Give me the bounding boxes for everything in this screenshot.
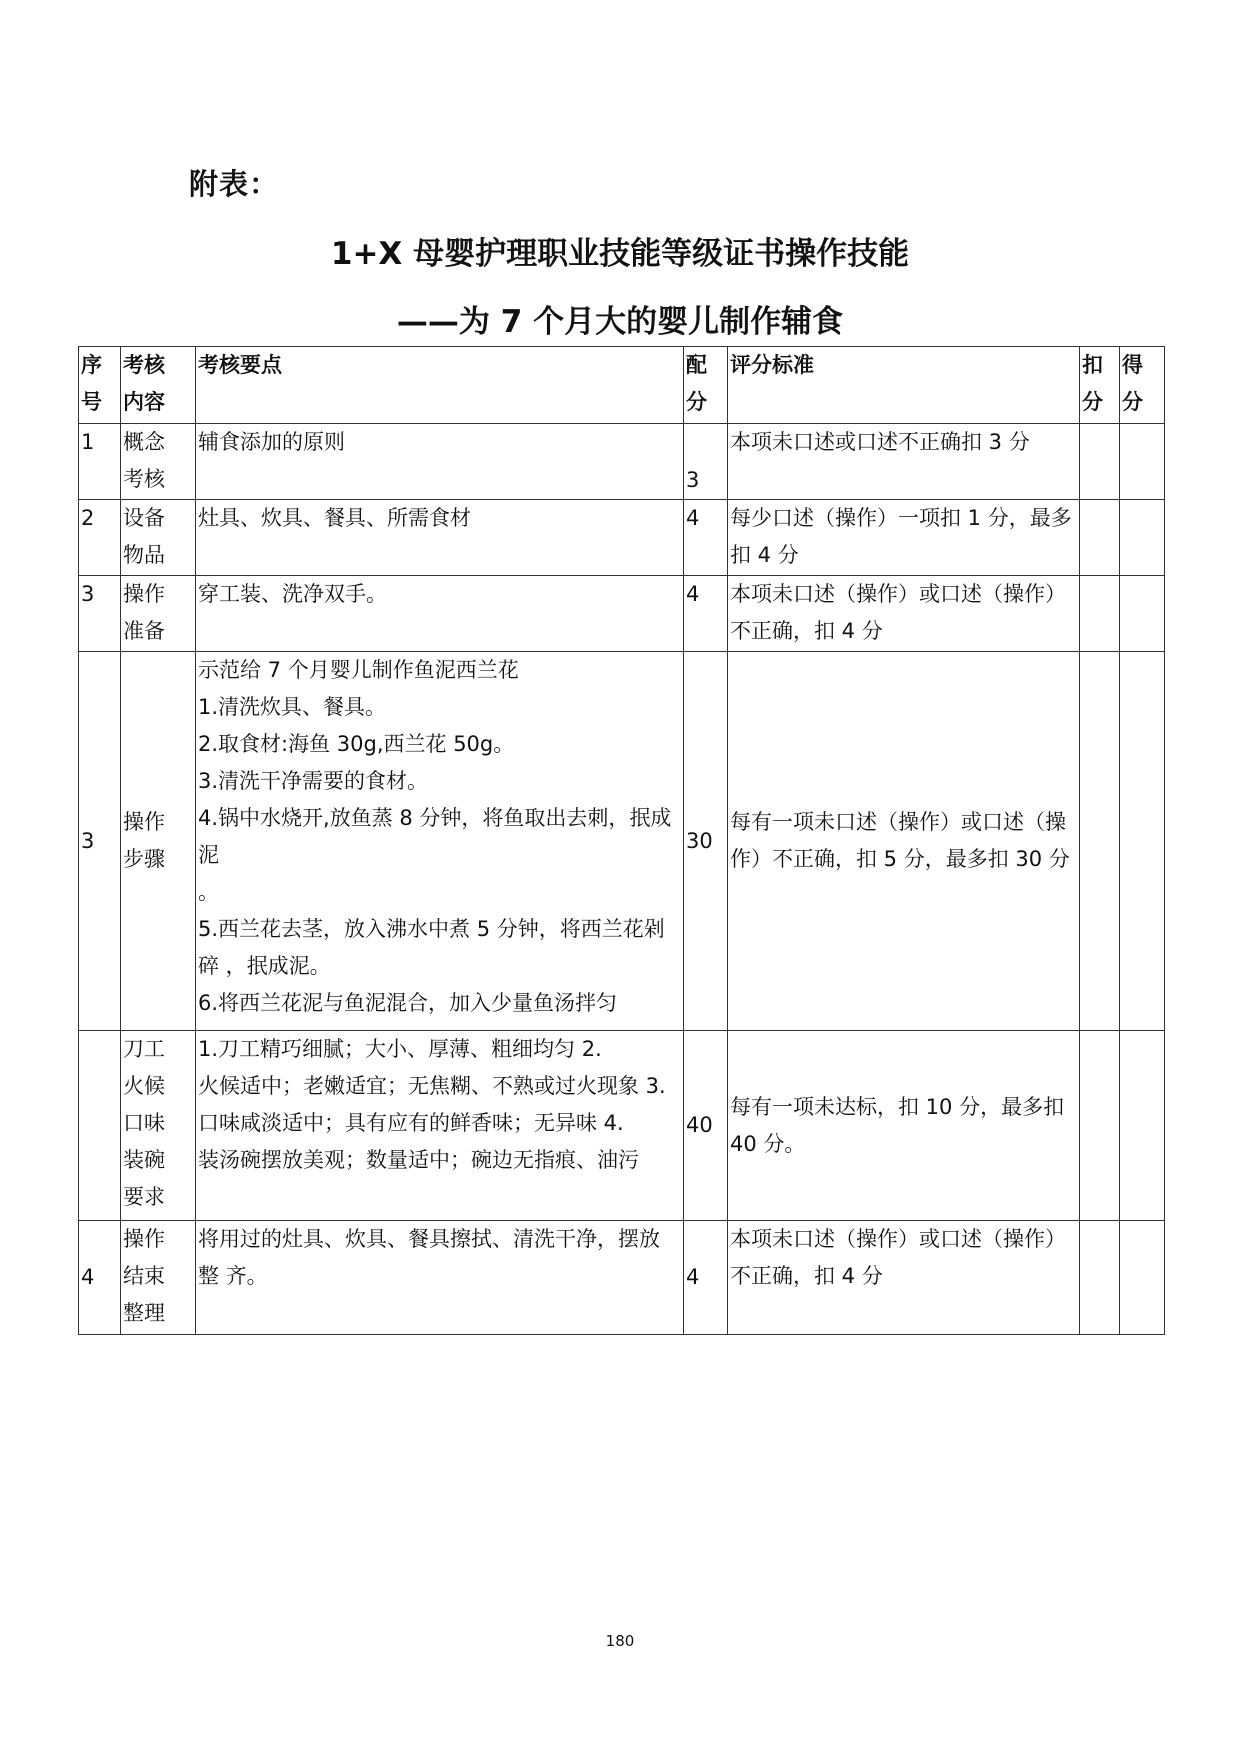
row-deduct <box>1080 1221 1120 1335</box>
row-score: 4 <box>684 500 728 576</box>
row-get <box>1120 1031 1165 1221</box>
document-subtitle: ——为 7 个月大的婴儿制作辅食 <box>396 304 844 340</box>
row-points: 辅食添加的原则 <box>196 424 684 500</box>
table-row <box>79 1031 1165 1221</box>
row-seq: 4 <box>79 1221 121 1335</box>
row-criteria: 本项未口述（操作）或口述（操作） 不正确，扣 4 分 <box>728 576 1080 652</box>
header-score: 配 分 <box>684 347 728 424</box>
row-score: 40 <box>684 1031 728 1221</box>
row-score: 4 <box>684 576 728 652</box>
row-deduct <box>1080 1031 1120 1221</box>
assessment-table <box>78 346 1165 1335</box>
row-points: 1.刀工精巧细腻；大小、厚薄、粗细均匀 2. 火候适中；老嫩适宜；无焦糊、不熟或过火现象 3. 口味咸淡适中；具有应有的鲜香味；无异味 4. 装汤碗摆放美观；数量适中；碗边无指痕、油污 <box>196 1031 684 1221</box>
row-deduct <box>1080 424 1120 500</box>
row-criteria: 本项未口述或口述不正确扣 3 分 <box>728 424 1080 500</box>
row-content: 操作 步骤 <box>121 652 196 1031</box>
row-seq: 3 <box>79 576 121 652</box>
row-content: 操作 准备 <box>121 576 196 652</box>
row-criteria: 每少口述（操作）一项扣 1 分，最多 扣 4 分 <box>728 500 1080 576</box>
row-get <box>1120 424 1165 500</box>
row-criteria: 每有一项未口述（操作）或口述（操 作）不正确，扣 5 分，最多扣 30 分 <box>728 652 1080 1031</box>
row-criteria: 本项未口述（操作）或口述（操作） 不正确，扣 4 分 <box>728 1221 1080 1335</box>
row-seq <box>79 1031 121 1221</box>
header-deduct: 扣 分 <box>1080 347 1120 424</box>
row-content: 概念 考核 <box>121 424 196 500</box>
row-content: 设备 物品 <box>121 500 196 576</box>
row-get <box>1120 500 1165 576</box>
row-seq: 1 <box>79 424 121 500</box>
row-deduct <box>1080 576 1120 652</box>
table-row <box>79 424 1165 500</box>
page-number: 180 <box>605 1632 635 1650</box>
row-points: 穿工装、洗净双手。 <box>196 576 684 652</box>
row-points: 灶具、炊具、餐具、所需食材 <box>196 500 684 576</box>
row-points: 将用过的灶具、炊具、餐具擦拭、清洗干净，摆放 整 齐。 <box>196 1221 684 1335</box>
row-points: 示范给 7 个月婴儿制作鱼泥西兰花 1.清洗炊具、餐具。 2.取食材:海鱼 30g,西兰花 50g。 3.清洗干净需要的食材。 4.锅中水烧开,放鱼蒸 8 分钟，将鱼取出去刺，抿成 泥 。 5.西兰花去茎，放入沸水中煮 5 分钟，将西兰花剁 碎 ，抿成泥。 6.将西兰花泥与鱼泥混合，加入少量鱼汤拌匀 <box>196 652 684 1031</box>
row-get <box>1120 1221 1165 1335</box>
row-score: 3 <box>684 424 728 500</box>
table-row <box>79 500 1165 576</box>
row-content: 操作 结束 整理 <box>121 1221 196 1335</box>
table-row <box>79 1221 1165 1335</box>
header-seq: 序 号 <box>79 347 121 424</box>
row-get <box>1120 652 1165 1031</box>
row-score: 4 <box>684 1221 728 1335</box>
row-content: 刀工 火候 口味 装碗 要求 <box>121 1031 196 1221</box>
row-deduct <box>1080 652 1120 1031</box>
header-criteria: 评分标准 <box>728 347 1080 424</box>
row-deduct <box>1080 500 1120 576</box>
appendix-label: 附表： <box>189 167 280 201</box>
table-row <box>79 652 1165 1031</box>
document-title: 1+X 母婴护理职业技能等级证书操作技能 <box>330 236 910 272</box>
header-content: 考核 内容 <box>121 347 196 424</box>
row-get <box>1120 576 1165 652</box>
row-seq: 3 <box>79 652 121 1031</box>
table-row <box>79 576 1165 652</box>
table-header-row <box>79 347 1165 424</box>
row-score: 30 <box>684 652 728 1031</box>
header-points: 考核要点 <box>196 347 684 424</box>
header-get: 得 分 <box>1120 347 1165 424</box>
row-criteria: 每有一项未达标，扣 10 分，最多扣 40 分。 <box>728 1031 1080 1221</box>
row-seq: 2 <box>79 500 121 576</box>
